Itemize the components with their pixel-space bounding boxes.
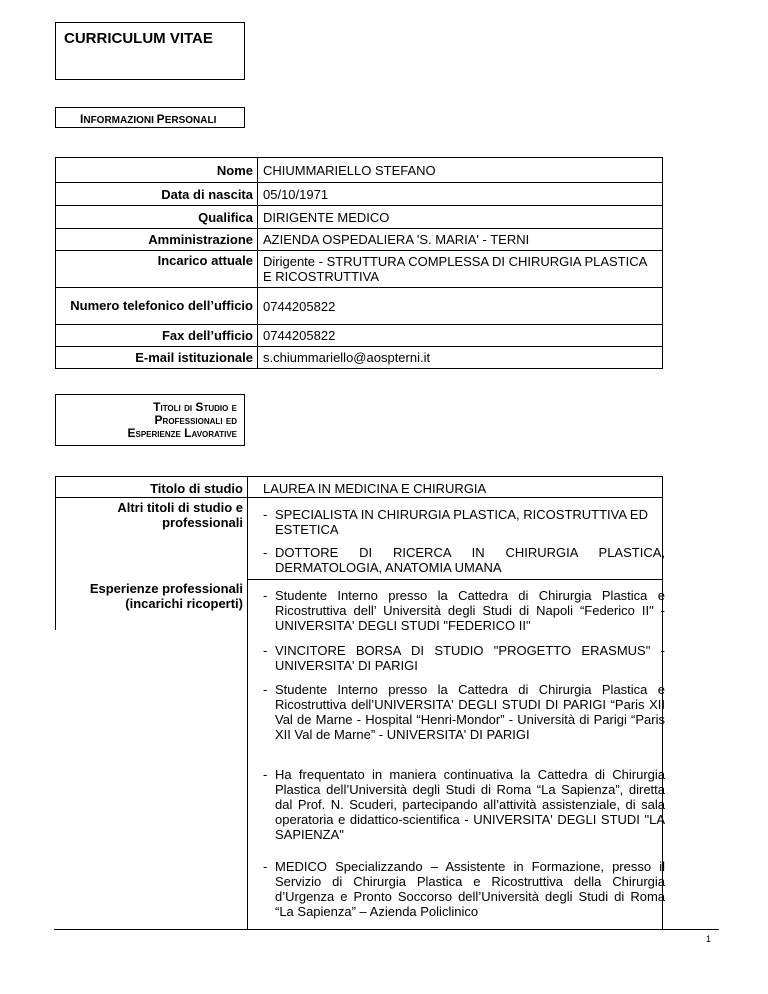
dash-bullet: - [263, 588, 268, 603]
list-item [263, 767, 665, 842]
list-item [263, 545, 665, 575]
dash-bullet: - [263, 507, 268, 522]
row-value: 05/10/1971 [258, 183, 663, 206]
row-value: s.chiummariello@aospterni.it [258, 347, 663, 369]
altri-titoli-label: Altri titoli di studio e professionali [117, 500, 243, 530]
heading-word: ERSONALI [164, 115, 217, 126]
dash-bullet: - [263, 682, 268, 697]
row-label: Numero telefonico dell’ufficio [56, 288, 258, 325]
personal-info-table [55, 157, 663, 369]
row-value: CHIUMMARIELLO STEFANO [258, 158, 663, 183]
item-text: DOTTORE DI RICERCA IN CHIRURGIA PLASTICA, DERMATOLOGIA, ANATOMIA UMANA [275, 545, 665, 575]
dash-bullet: - [263, 859, 268, 874]
table-row [56, 206, 663, 229]
item-text: Studente Interno presso la Cattedra di Chirurgia Plastica e Ricostruttiva dell’UNIVERSITA' DEGLI STUDI DI PARIGI “Paris XII Val de Marne - Hospital “Henri-Mondor” - Università di Parigi “Paris XII Val de Marne” - UNIVERSITA' DI PARIGI [275, 682, 665, 742]
row-value: Dirigente - STRUTTURA COMPLESSA DI CHIRURGIA PLASTICA E RICOSTRUTTIVA [258, 251, 663, 288]
row-value: AZIENDA OSPEDALIERA 'S. MARIA' - TERNI [258, 229, 663, 251]
row-divider [55, 497, 663, 498]
footer-rule [54, 929, 719, 930]
row-label: Nome [56, 158, 258, 183]
cv-title-box [55, 22, 245, 80]
personal-section-heading [55, 107, 245, 128]
row-label: Data di nascita [56, 183, 258, 206]
page-number: 1 [706, 934, 712, 944]
row-value: 0744205822 [258, 288, 663, 325]
row-label: Incarico attuale [56, 251, 258, 288]
row-label: Amministrazione [56, 229, 258, 251]
list-item [263, 682, 665, 742]
table-top-border [55, 476, 663, 477]
heading-line: Professionali ed [154, 413, 237, 427]
table-row [56, 229, 663, 251]
heading-initial: I [80, 112, 84, 126]
dash-bullet: - [263, 545, 268, 560]
row-label: E-mail istituzionale [56, 347, 258, 369]
heading-line: Esperienze Lavorative [127, 426, 237, 440]
esperienze-label: Esperienze professionali (incarichi ricoperti) [89, 581, 243, 611]
table-row [56, 183, 663, 206]
item-text: VINCITORE BORSA DI STUDIO "PROGETTO ERASMUS" - UNIVERSITA' DI PARIGI [275, 643, 665, 673]
list-item [263, 507, 665, 537]
heading-line: Titoli di Studio e [153, 400, 237, 414]
table-row [56, 347, 663, 369]
item-text: SPECIALISTA IN CHIRURGIA PLASTICA, RICOSTRUTTIVA ED ESTETICA [275, 507, 648, 537]
dash-bullet: - [263, 643, 268, 658]
row-label: Fax dell’ufficio [56, 325, 258, 347]
row-value: 0744205822 [258, 325, 663, 347]
heading-word: NFORMAZIONI [83, 115, 154, 126]
table-row [56, 251, 663, 288]
row-label: Qualifica [56, 206, 258, 229]
row-value: DIRIGENTE MEDICO [258, 206, 663, 229]
table-row [56, 325, 663, 347]
dash-bullet: - [263, 767, 268, 782]
list-item [263, 859, 665, 919]
item-text: MEDICO Specializzando – Assistente in Formazione, presso il Servizio di Chirurgia Plastica e Ricostruttiva della Chirurgia d’Urgenza e Pronto Soccorso dell’Università degli Studi di Roma “La Sapienza” – Azienda Policlinico [275, 859, 665, 919]
table-row [56, 158, 663, 183]
row-divider [247, 579, 663, 580]
item-text: Studente Interno presso la Cattedra di Chirurgia Plastica e Ricostruttiva dell’ Università degli Studi di Napoli “Federico II" - UNIVERSITA' DEGLI STUDI "FEDERICO II" [275, 588, 665, 633]
titles-section-heading [55, 394, 245, 446]
column-divider [247, 476, 248, 930]
item-text: Ha frequentato in maniera continuativa la Cattedra di Chirurgia Plastica dell’Università degli Studi di Roma “La Sapienza”, diretta dal Prof. N. Scuderi, partecipando all’attività assistenziale, di sala operatoria e didattico-scientifica - UNIVERSITA' DEGLI STUDI "LA SAPIENZA" [275, 767, 665, 842]
titolo-label: Titolo di studio [150, 481, 243, 496]
table-row [56, 288, 663, 325]
heading-initial: P [156, 112, 165, 126]
list-item [263, 588, 665, 633]
titolo-value: LAUREA IN MEDICINA E CHIRURGIA [263, 481, 487, 496]
cv-title: CURRICULUM VITAE [64, 30, 213, 47]
list-item [263, 643, 665, 673]
